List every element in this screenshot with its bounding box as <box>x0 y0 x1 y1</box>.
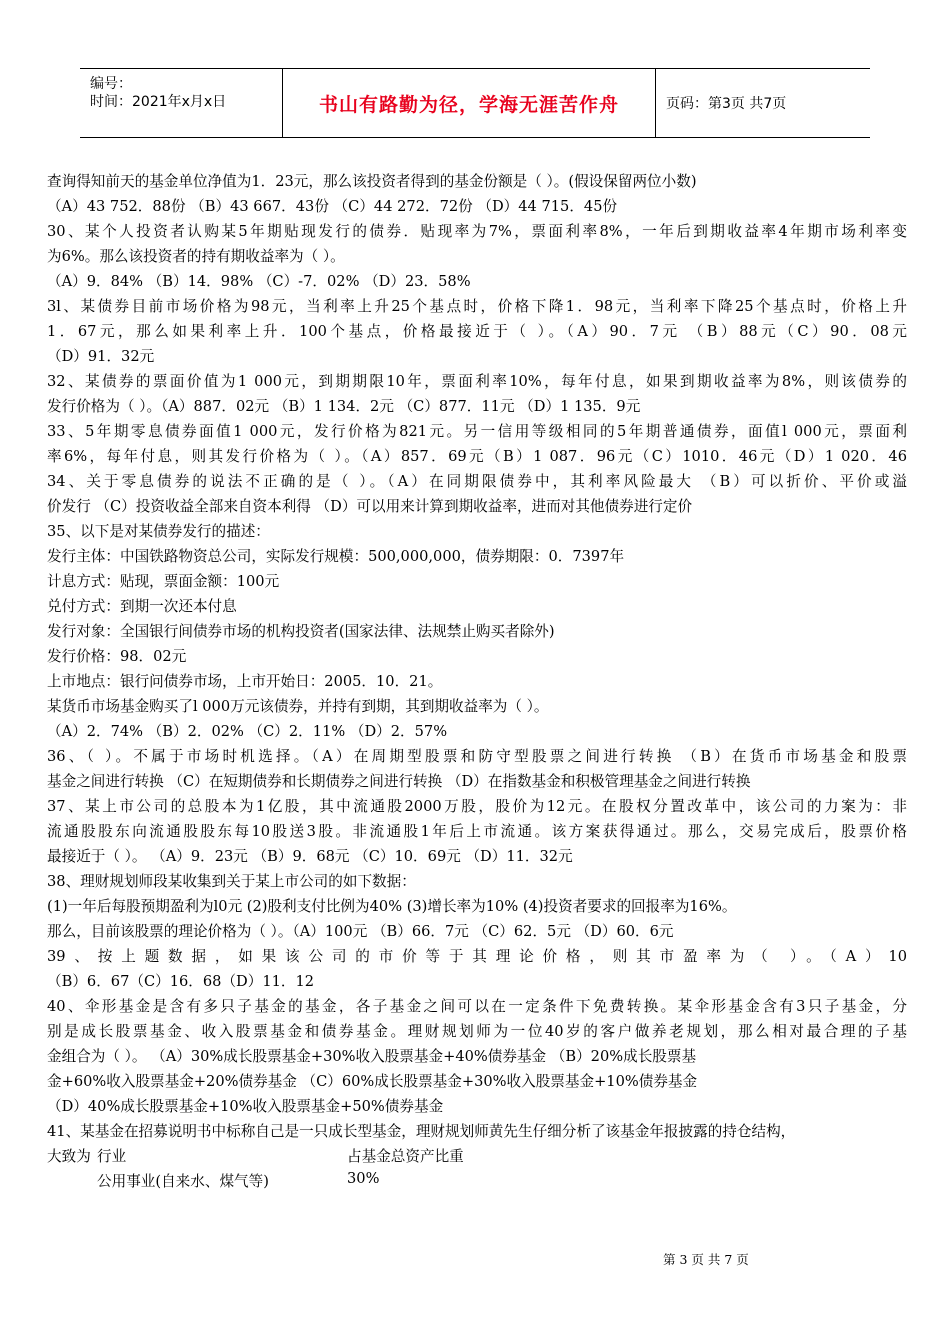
text-line: 发行价格：98．02元 <box>47 648 187 665</box>
text-line: （A）2．74% （B）2．02% （C）2．11% （D）2．57% <box>47 723 448 740</box>
text-line: 为6%。那么该投资者的持有期收益率为（ ）。 <box>47 248 345 265</box>
text-line: （D）40%成长股票基金+10%收入股票基金+50%债券基金 <box>47 1098 444 1115</box>
text-line: （D）91．32元 <box>47 348 155 365</box>
text-line: 39、按上题数据，如果该公司的市价等于其理论价格，则其市盈率为（ ）。（A）10 <box>47 948 907 965</box>
text-line: 30、某个人投资者认购某5年期贴现发行的债券．贴现率为7%，票面利率8%，一年后到期收益率4年期市场利率变 <box>47 223 907 240</box>
text-line: 35、以下是对某债券发行的描述： <box>47 523 270 540</box>
text-line: 金组合为（ ）。 （A）30%成长股票基金+30%收入股票基金+40%债券基金 （B）20%成长股票基 <box>47 1048 697 1065</box>
table-cell: 公用事业(自来水、煤气等) <box>97 1173 269 1190</box>
page-info: 页码：第3页 共7页 <box>666 96 787 112</box>
text-line: 发行对象：全国银行间债券市场的机构投资者(国家法律、法规禁止购买者除外) <box>47 623 555 640</box>
header-meta <box>80 69 283 137</box>
text-line: 发行主体：中国铁路物资总公司，实际发行规模：500,000,000，债券期限：0．7397年 <box>47 548 625 565</box>
header-motto-cell <box>283 69 656 137</box>
text-line: （B）6．67（C）16．68（D）11．12 <box>47 973 315 990</box>
text-line: 金+60%收入股票基金+20%债券基金 （C）60%成长股票基金+30%收入股票基金+10%债券基金 <box>47 1073 698 1090</box>
text-line: 34、关于零息债券的说法不正确的是（ ）。（A）在同期限债券中，其利率风险最大 （B）可以折价、平价或溢 <box>47 473 907 490</box>
text-line: 3l、某债券目前市场价格为98元，当利率上升25个基点时，价格下降1．98元，当利率下降25个基点时，价格上升 <box>47 298 907 315</box>
page-footer: 第 3 页 共 7 页 <box>663 1252 749 1267</box>
text-line: 率6%，每年付息，则其发行价格为（ ）。（A）857．69元（B）1 087．96元（C）1010．46元（D）1 020．46 <box>47 448 907 465</box>
text-line: 某货币市场基金购买了l 000万元该债券，并持有到期，其到期收益率为（ ）。 <box>47 698 549 715</box>
motto-text: 书山有路勤为径，学海无涯苦作舟 <box>318 93 619 116</box>
table-header-cell: 占基金总资产比重 <box>347 1148 464 1165</box>
text-line: 兑付方式：到期一次还本付息 <box>47 598 237 615</box>
number-label: 编号： <box>90 76 132 92</box>
table-cell: 30% <box>347 1170 380 1187</box>
text-line: （A）43 752．88份 （B）43 667．43份 （C）44 272．72份 （D）44 715．45份 <box>47 198 618 215</box>
text-line: 最接近于（ ）。 （A）9．23元 （B）9．68元 （C）10．69元 （D）11．32元 <box>47 848 573 865</box>
text-line: 1．67元，那么如果利率上升．100个基点，价格最接近于（ ）。（A）90．7元 （B）88元（C）90．08元 <box>47 323 907 340</box>
text-line: 上市地点：银行问债券市场，上市开始日：2005．10．21。 <box>47 673 443 690</box>
page-header <box>80 68 870 138</box>
time-label: 时间：2021年x月x日 <box>90 94 227 110</box>
table-header-cell: 行业 <box>97 1148 127 1165</box>
text-line: 大致为 <box>47 1148 91 1165</box>
text-line: 别是成长股票基金、收入股票基金和债券基金。理财规划师为一位40岁的客户做养老规划，那么相对最合理的子基 <box>47 1023 907 1040</box>
header-page-info-cell <box>656 69 870 137</box>
text-line: 40、伞形基金是含有多只子基金的基金，各子基金之间可以在一定条件下免费转换。某伞形基金含有3只子基金，分 <box>47 998 908 1015</box>
text-line: 查询得知前天的基金单位净值为1．23元，那么该投资者得到的基金份额是（ ）。(假设保留两位小数) <box>47 173 697 190</box>
text-line: 41、某基金在招募说明书中标称自己是一只成长型基金，理财规划师黄先生仔细分析了该基金年报披露的持仓结构， <box>47 1123 796 1140</box>
text-line: 计息方式：贴现，票面金额：100元 <box>47 573 280 590</box>
text-line: 33、5年期零息债券面值1 000元，发行价格为821元。另一信用等级相同的5年期普通债券，面值l 000元，票面利 <box>47 423 907 440</box>
text-line: 36、（ ）。不属于市场时机选择。（A）在周期型股票和防守型股票之间进行转换 （B）在货币市场基金和股票 <box>47 748 907 765</box>
text-line: 流通股股东向流通股股东每10股送3股。非流通股1年后上市流通。该方案获得通过。那么，交易完成后，股票价格 <box>47 823 907 840</box>
text-line: 37、某上市公司的总股本为1亿股，其中流通股2000万股，股价为12元。在股权分置改革中，该公司的力案为：非 <box>47 798 907 815</box>
text-line: （A）9．84% （B）14．98% （C）-7．02% （D）23．58% <box>47 273 471 290</box>
text-line: (1)一年后每股预期盈利为l0元 (2)股利支付比例为40% (3)增长率为10% (4)投资者要求的回报率为16%。 <box>47 898 737 915</box>
text-line: 发行价格为（ ）。（A）887．02元 （B）1 134．2元 （C）877．11元 （D）1 135．9元 <box>47 398 641 415</box>
text-line: 基金之间进行转换 （C）在短期债券和长期债券之间进行转换 （D）在指数基金和积极管理基金之间进行转换 <box>47 773 751 790</box>
text-line: 那么，目前该股票的理论价格为（ ）。（A）100元 （B）66．7元 （C）62．5元 （D）60．6元 <box>47 923 674 940</box>
text-line: 32、某债券的票面价值为1 000元，到期期限10年，票面利率10%，每年付息，如果到期收益率为8%，则该债券的 <box>47 373 907 390</box>
text-line: 价发行 （C）投资收益全部来自资本利得 （D）可以用来计算到期收益率，进而对其他债券进行定价 <box>47 498 693 515</box>
text-line: 38、理财规划师段某收集到关于某上市公司的如下数据： <box>47 873 416 890</box>
